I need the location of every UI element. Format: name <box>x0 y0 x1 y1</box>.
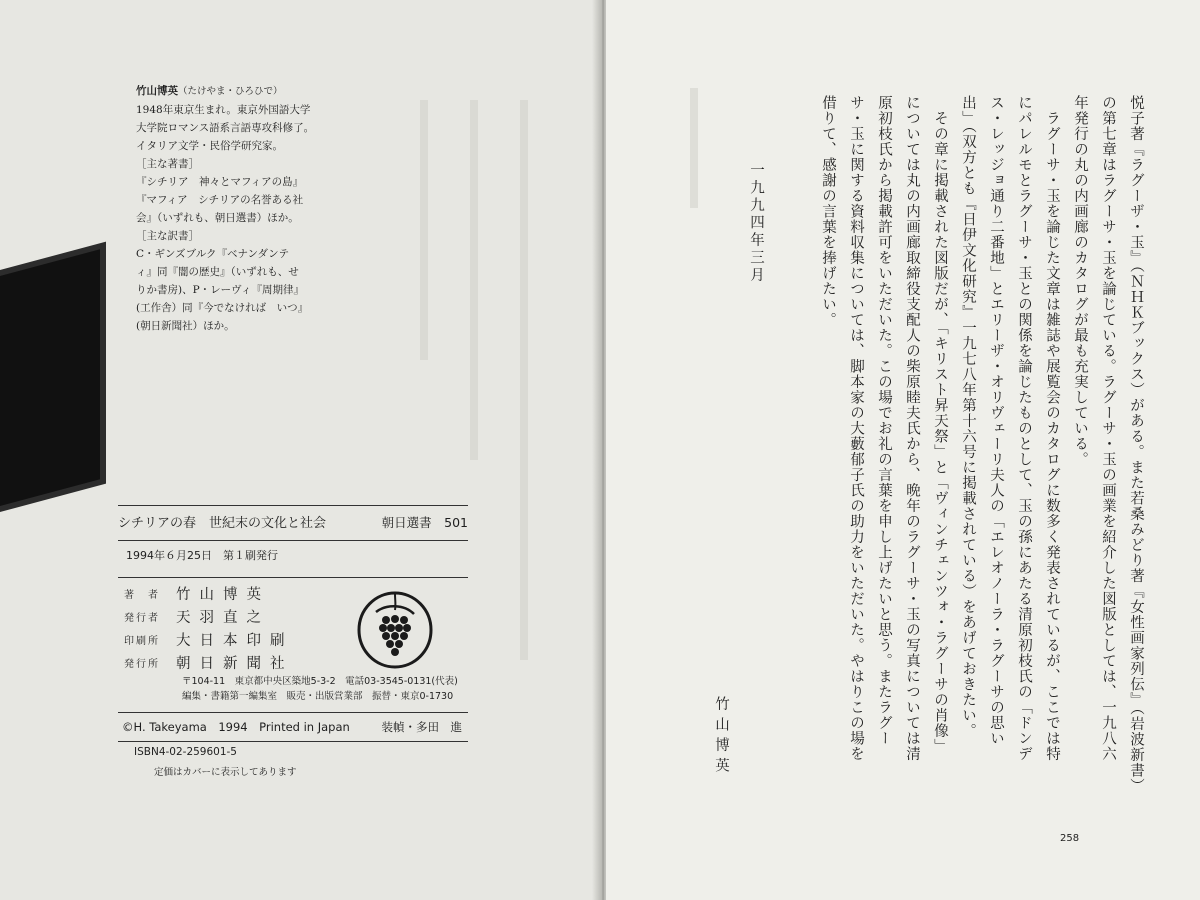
text-column: サ・玉に関する資料収集については、脚本家の大藪郁子氏の助力をいただいた。やはりこの場を <box>848 95 864 762</box>
dark-box-prop <box>0 249 100 517</box>
works-line: 会』（いずれも、朝日選書）ほか。 <box>136 212 299 224</box>
isbn: ISBN4-02-259601-5 <box>134 746 237 758</box>
divider <box>118 577 468 578</box>
text-column: 借りて、感謝の言葉を捧げたい。 <box>820 95 836 328</box>
afterword-signature: 竹山博英 <box>713 696 729 778</box>
text-column: 出」（双方とも『日伊文化研究』一九七八年第十六号に掲載されている）をあげておきたい。 <box>960 95 976 739</box>
staff-name: 天羽直之 <box>176 610 270 626</box>
bleed-through-text <box>520 100 528 660</box>
bio-line: 1948年東京生まれ。東京外国語大学 <box>136 104 311 116</box>
book-title-row <box>118 506 468 540</box>
bleed-through-text <box>470 100 478 460</box>
staff-role: 著 者 <box>124 590 160 601</box>
copyright: ©H. Takeyama 1994 Printed in Japan <box>122 720 350 734</box>
translations-line: (工作舎）同『今でなければ いつ』 <box>136 302 309 314</box>
translations-line: りか書房)、P・レーヴィ『周期律』 <box>136 284 305 296</box>
author-profile <box>136 82 316 335</box>
text-column: ス・レッジョ通り二番地」とエリーザ・オリヴェーリ夫人の「エレオノーラ・ラグーサの思い <box>988 95 1004 746</box>
publication-date: 1994年６月25日 第１刷発行 <box>126 549 278 562</box>
translations-line: (朝日新聞社）ほか。 <box>136 320 235 332</box>
author-name: 竹山博英 <box>136 85 178 97</box>
bio-line: イタリア文学・民俗学研究家。 <box>136 140 283 152</box>
afterword-date: 一九九四年三月 <box>748 162 764 285</box>
text-column: その章に掲載された図版だが、「キリスト昇天祭」と「ヴィンチェンツォ・ラグーサの肖像」 <box>932 95 948 755</box>
book-design-credit: 装幀・多田 進 <box>381 720 462 734</box>
works-heading: ［主な著書］ <box>136 158 199 170</box>
staff-name: 竹山博英 <box>176 587 270 603</box>
staff-name: 朝日新聞社 <box>176 656 294 672</box>
translations-line: ィ』同『闇の歴史』（いずれも、せ <box>136 266 299 278</box>
works-line: 『マフィア シチリアの名誉ある社 <box>136 194 304 206</box>
copyright-row <box>118 713 468 741</box>
text-column: については丸の内画廊取締役支配人の柴原睦夫氏から、晩年のラグーサ・玉の写真については清 <box>904 95 920 762</box>
text-column: にパレルモとラグーサ・玉との関係を論じたものとして、玉の孫にあたる清原初枝氏の「ドンデ <box>1016 95 1032 762</box>
author-name-reading: （たけやま・ひろひで） <box>178 86 283 97</box>
colophon <box>118 505 468 778</box>
text-column: ラグーサ・玉を論じた文章は雑誌や展覧会のカタログに数多く発表されているが、ここでは特 <box>1044 95 1060 762</box>
book-title: シチリアの春 世紀末の文化と社会 <box>118 516 327 531</box>
address-line: 編集・書籍第一編集室 販売・出版営業部 振替・東京0-1730 <box>182 691 454 702</box>
translations-line: C・ギンズブルク『ベナンダンテ <box>136 248 290 260</box>
works-line: 『シチリア 神々とマフィアの島』 <box>136 176 304 188</box>
text-column: 年発行の丸の内画廊のカタログが最も充実している。 <box>1072 95 1088 467</box>
bleed-through-text <box>420 100 428 360</box>
text-column: の第七章はラグーサ・玉を論じている。ラグーサ・玉の画業を紹介した図版としては、一九八六 <box>1100 95 1116 762</box>
bio-line: 大学院ロマンス語系言語専攻科修了。 <box>136 122 315 134</box>
translations-heading: ［主な訳書］ <box>136 230 199 242</box>
price-note: 定価はカバーに表示してあります <box>154 767 297 778</box>
text-column: 原初枝氏から掲載許可をいただいた。この場でお礼の言葉を申し上げたいと思う。またラグー <box>876 95 892 746</box>
publisher-grape-logo <box>356 586 434 670</box>
page-number: 258 <box>1060 833 1080 844</box>
author-name-line <box>136 82 316 101</box>
bleed-through-text <box>690 88 698 208</box>
address-line: 〒104-11 東京都中央区築地5-3-2 電話03-3545-0131(代表) <box>182 676 458 687</box>
staff-role: 発行者 <box>124 613 160 624</box>
text-column: 悦子著『ラグーザ・玉』（ＮＨＫブックス）がある。また若桑みどり著『女性画家列伝』（岩波新書） <box>1128 95 1144 794</box>
staff-role: 発行所 <box>124 659 160 670</box>
staff-role: 印刷所 <box>124 636 160 647</box>
series-label: 朝日選書 501 <box>381 515 468 530</box>
staff-list <box>118 582 468 712</box>
staff-name: 大日本印刷 <box>176 633 294 649</box>
